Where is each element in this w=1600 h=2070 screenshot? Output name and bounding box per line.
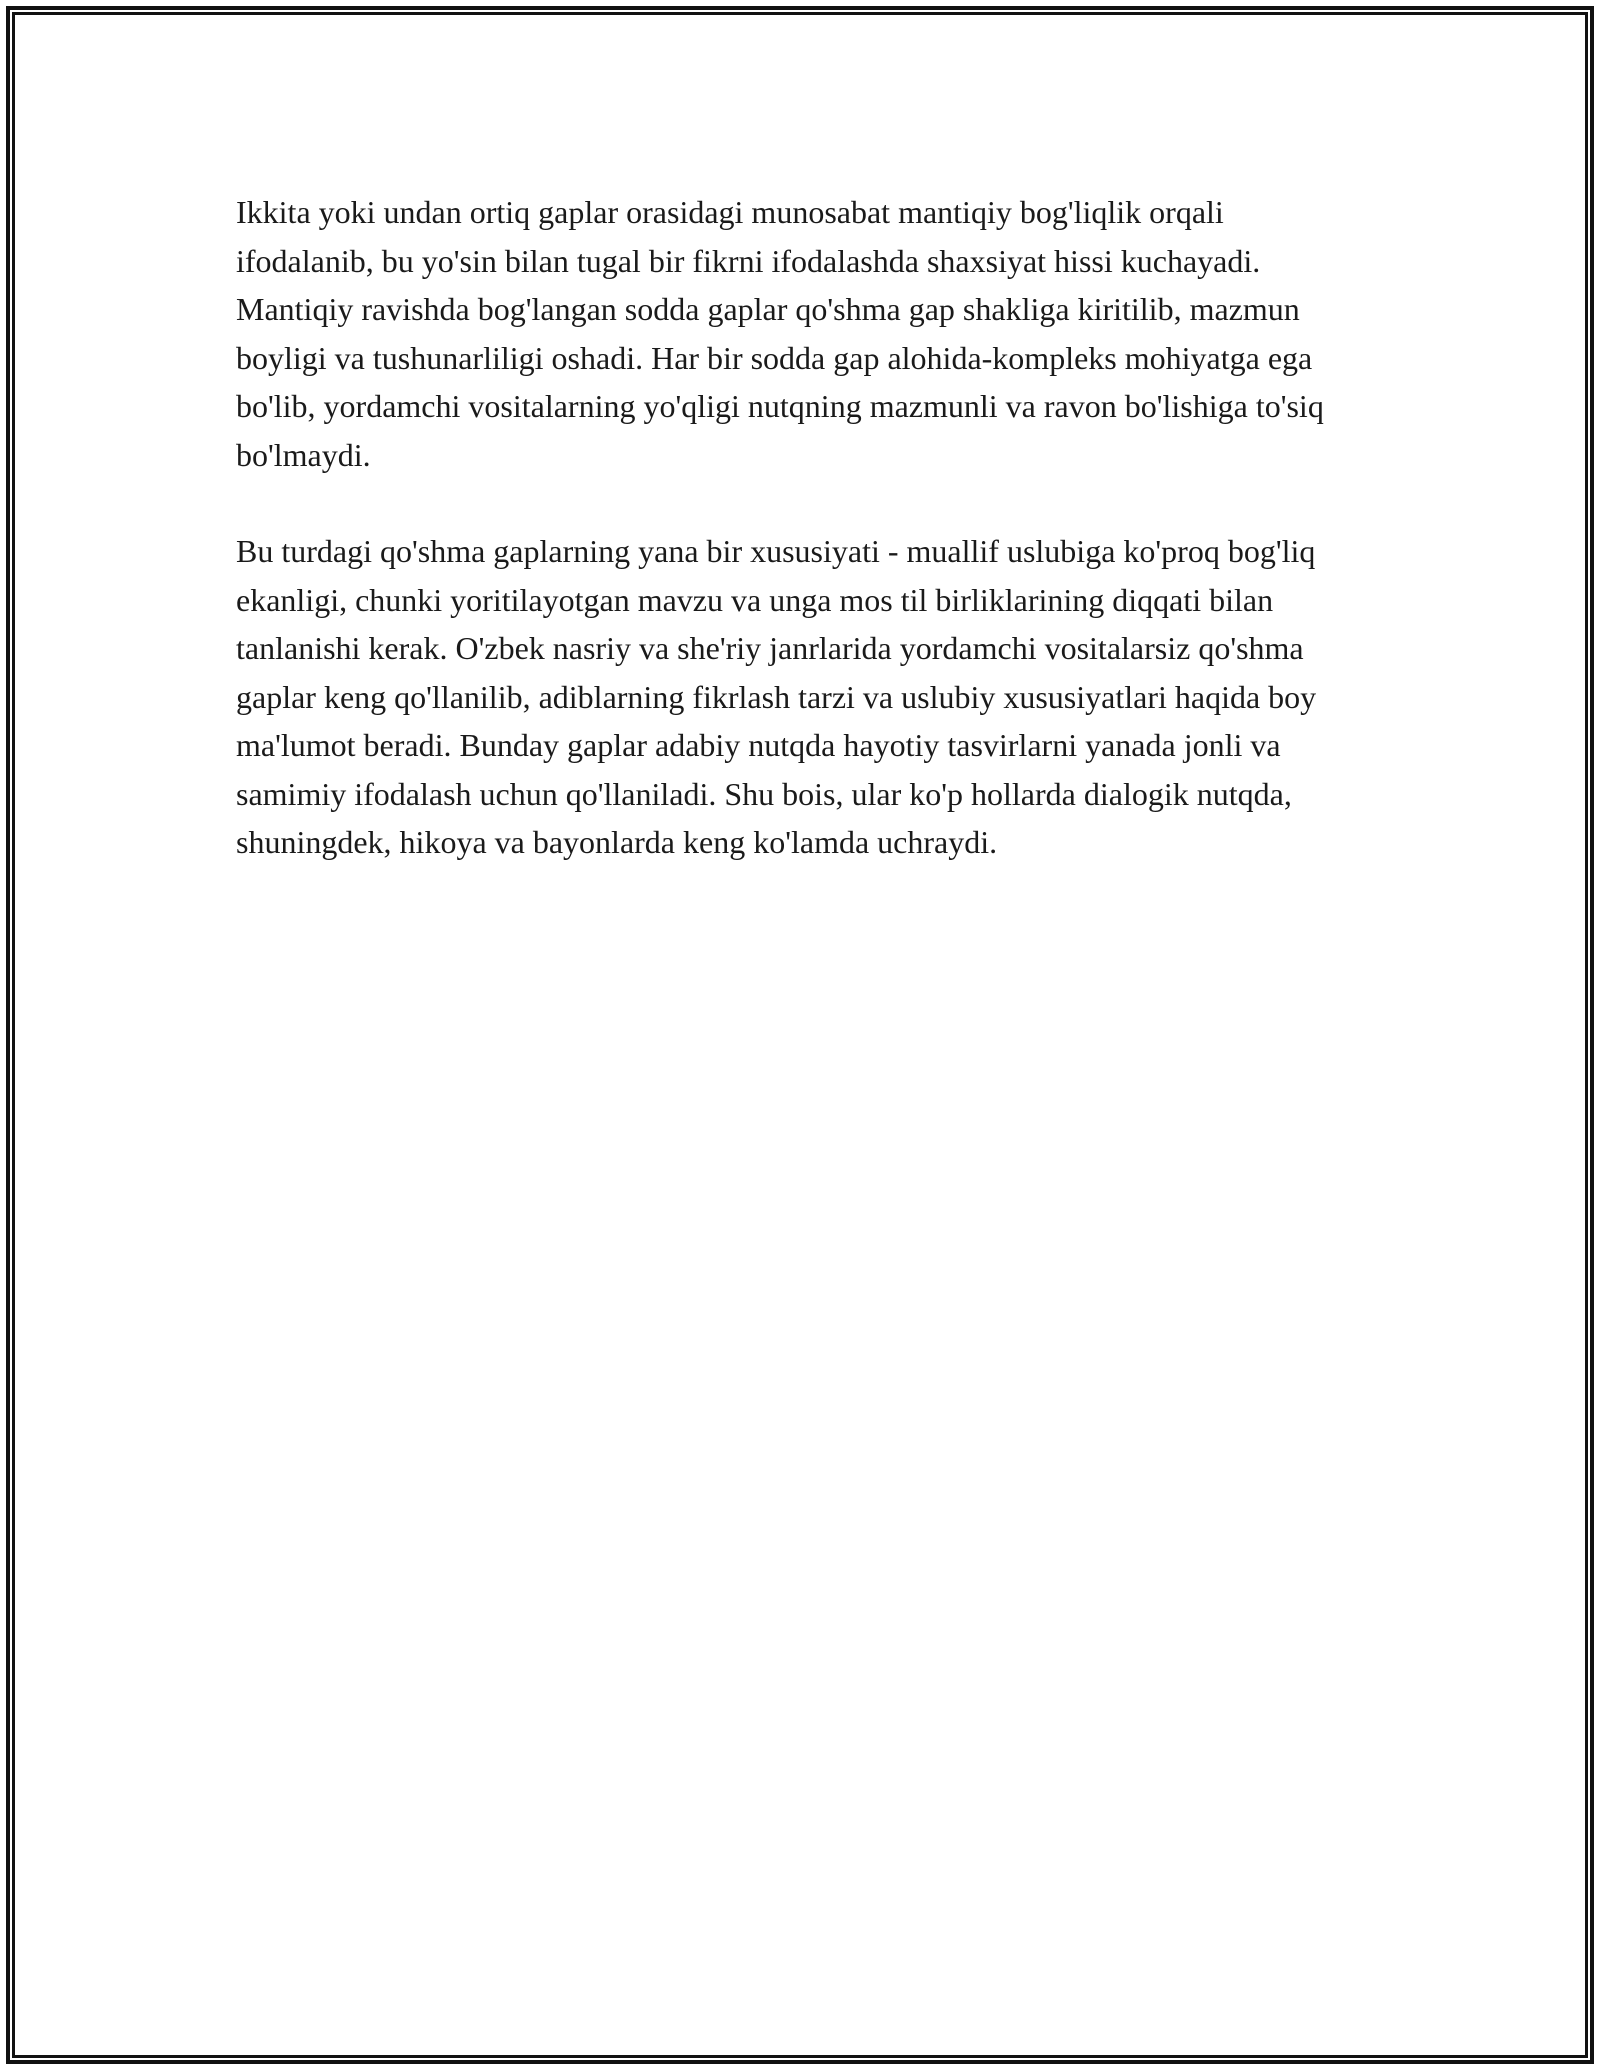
paragraph-2: Bu turdagi qo'shma gaplarning yana bir xususiyati - muallif uslubiga ko'proq bog'liq ekanligi, chunki yoritilayotgan mavzu va unga mos til birliklarining diqqati bilan tanlanishi kerak. O'zbek nasriy va she'riy janrlarida yordamchi vositalarsiz qo'shma gaplar keng qo'llanilib, adiblarning fikrlash tarzi va uslubiy xususiyatlari haqida boy ma'lumot beradi. Bunday gaplar adabiy nutqda hayotiy tasvirlarni yanada jonli va samimiy ifodalash uchun qo'llaniladi. Shu bois, ular ko'p hollarda dialogik nutqda, shuningdek, hikoya va bayonlarda keng ko'lamda uchraydi. (236, 533, 1317, 860)
document-body (236, 188, 1366, 915)
paragraph-1: Ikkita yoki undan ortiq gaplar orasidagi munosabat mantiqiy bog'liqlik orqali ifodalanib, bu yo'sin bilan tugal bir fikrni ifodalashda shaxsiyat hissi kuchayadi. Mantiqiy ravishda bog'langan sodda gaplar qo'shma gap shakliga kiritilib, mazmun boyligi va tushunarliligi oshadi. Har bir sodda gap alohida-kompleks mohiyatga ega bo'lib, yordamchi vositalarning yo'qligi nutqning mazmunli va ravon bo'lishiga to'siq bo'lmaydi. (236, 194, 1324, 473)
